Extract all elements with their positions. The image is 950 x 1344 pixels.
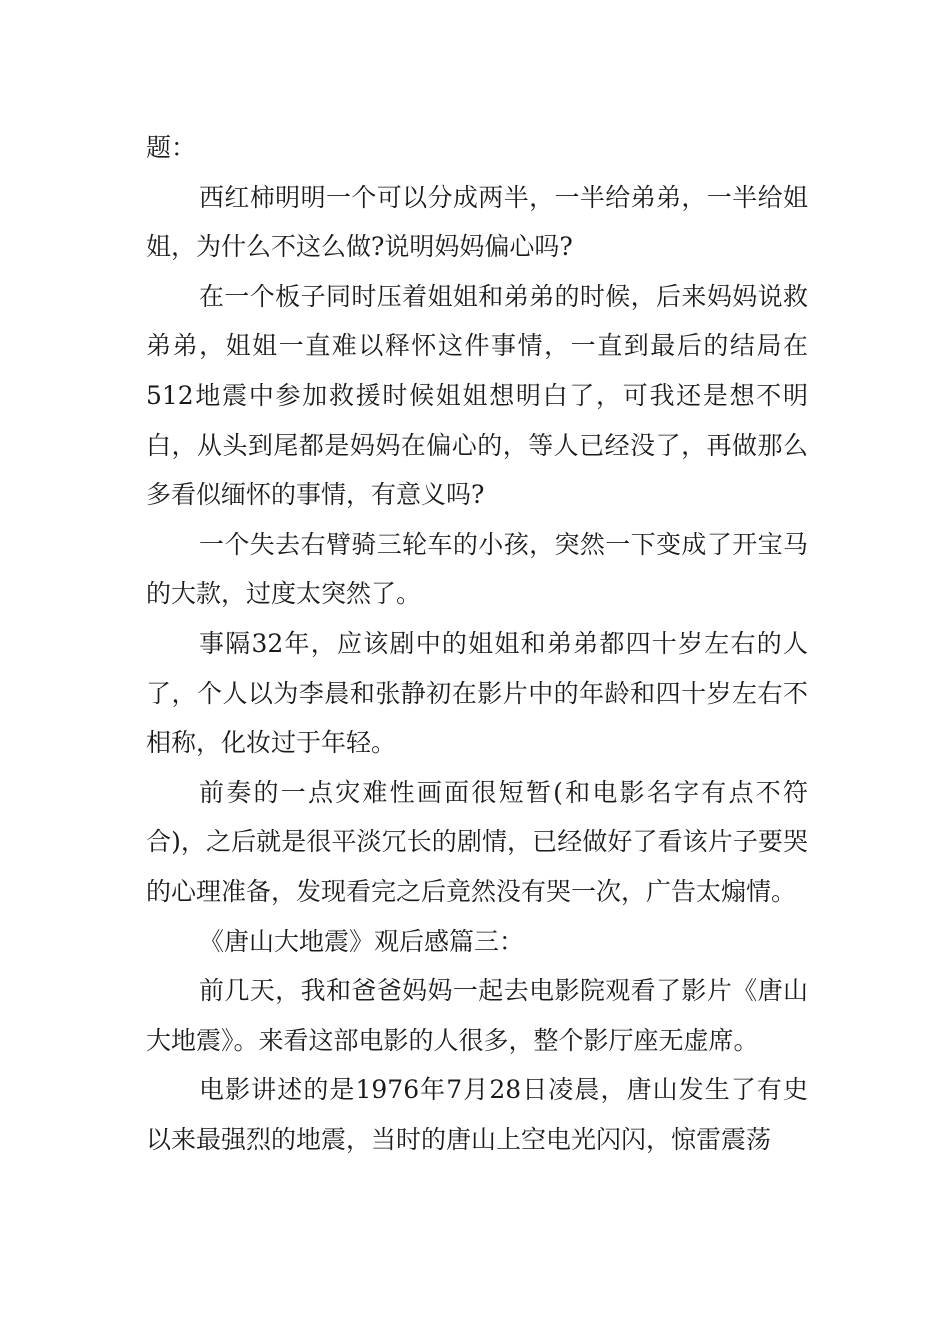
paragraph: 前几天，我和爸爸妈妈一起去电影院观看了影片《唐山大地震》。来看这部电影的人很多，整个影厅座无虚席。 xyxy=(146,976,808,1055)
paragraph: 一个失去右臂骑三轮车的小孩，突然一下变成了开宝马的大款，过度太突然了。 xyxy=(146,529,808,609)
paragraph: 事隔32年，应该剧中的姐姐和弟弟都四十岁左右的人了，个人以为李晨和张静初在影片中的年龄和四十岁左右不相称，化妆过于年轻。 xyxy=(146,628,808,758)
document-body xyxy=(146,123,808,1164)
paragraph: 电影讲述的是1976年7月28日凌晨，唐山发生了有史以来最强烈的地震，当时的唐山上空电光闪闪，惊雷震荡 xyxy=(146,1075,808,1154)
paragraph: 前奏的一点灾难性画面很短暂(和电影名字有点不符合)，之后就是很平淡冗长的剧情，已经做好了看该片子要哭的心理准备，发现看完之后竟然没有哭一次，广告太煽情。 xyxy=(146,777,808,906)
section-heading: 《唐山大地震》观后感篇三： xyxy=(199,926,525,956)
paragraph-continuation: 题： xyxy=(146,133,197,162)
paragraph: 西红柿明明一个可以分成两半，一半给弟弟，一半给姐姐，为什么不这么做?说明妈妈偏心吗? xyxy=(146,182,808,262)
paragraph: 在一个板子同时压着姐姐和弟弟的时候，后来妈妈说救弟弟，姐姐一直难以释怀这件事情，一直到最后的结局在512地震中参加救援时候姐姐想明白了，可我还是想不明白，从头到尾都是妈妈在偏心的，等人已经没了，再做那么多看似缅怀的事情，有意义吗? xyxy=(146,281,808,510)
